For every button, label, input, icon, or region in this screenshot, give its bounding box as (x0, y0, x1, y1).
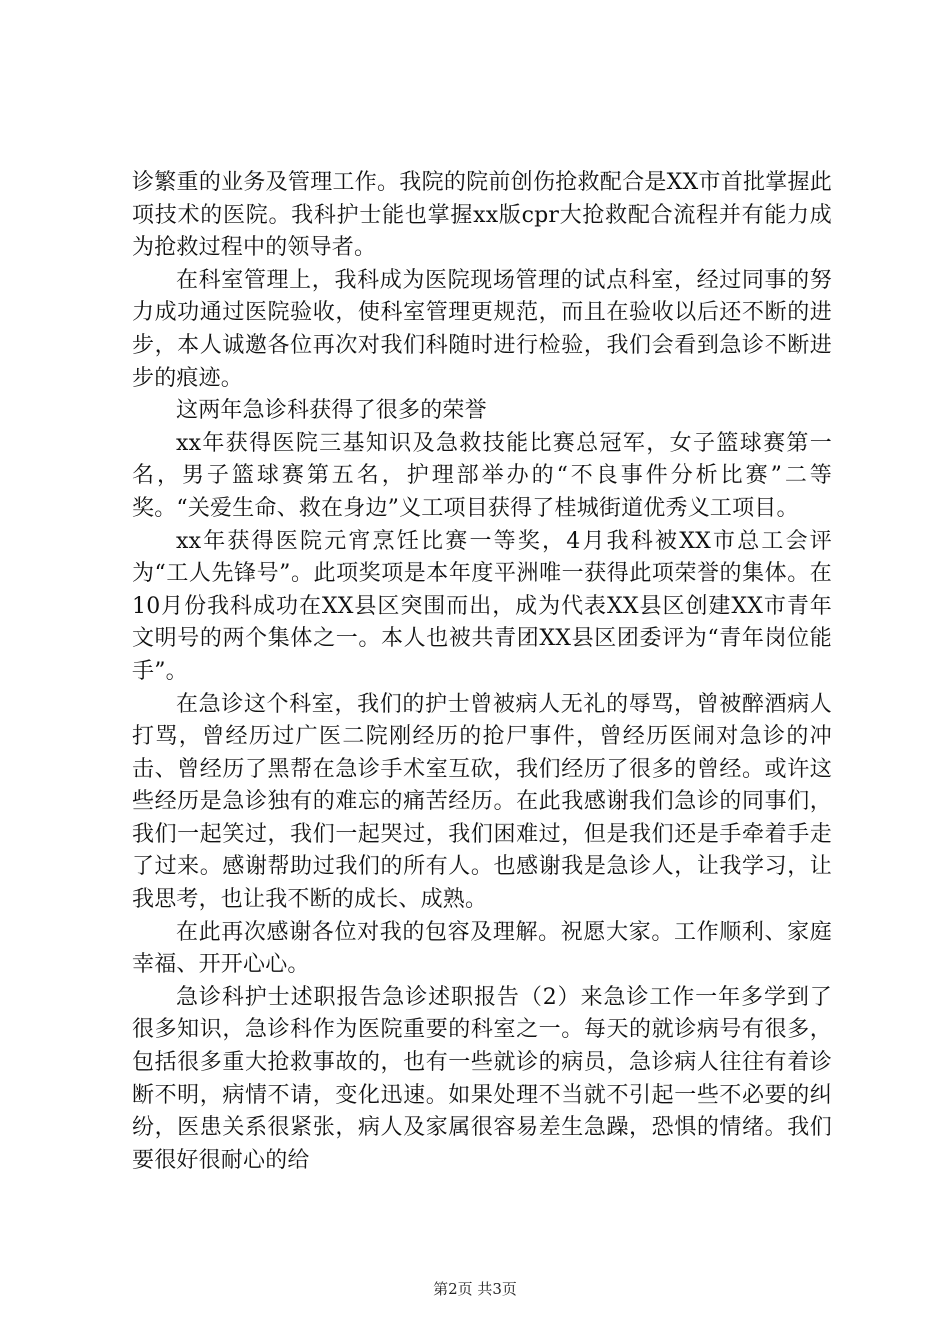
paragraph-3: 这两年急诊科获得了很多的荣誉 (176, 398, 487, 424)
paragraph-2: 在科室管理上，我科成为医院现场管理的试点科室，经过同事的努力成功通过医院验收，使科室管理更规范，而且在验收以后还不断的进步，本人诚邀各位再次对我们科随时进行检验，我们会看到急诊不断进步的痕迹。 (132, 267, 832, 391)
paragraph-4: xx年获得医院三基知识及急救技能比赛总冠军，女子篮球赛第一名，男子篮球赛第五名，护理部举办的“不良事件分析比赛”二等奖。“关爱生命、救在身边”义工项目获得了桂城街道优秀义工项目。 (132, 430, 832, 521)
page-number-label: 第2页 共3页 (433, 1280, 517, 1298)
paragraph-7: 在此再次感谢各位对我的包容及理解。祝愿大家。工作顺利、家庭幸福、开开心心。 (132, 919, 832, 978)
paragraph-1: 诊繁重的业务及管理工作。我院的院前创伤抢救配合是XX市首批掌握此项技术的医院。我科护士能也掌握xx版cpr大抢救配合流程并有能力成为抢救过程中的领导者。 (132, 170, 832, 261)
paragraph-6: 在急诊这个科室，我们的护士曾被病人无礼的辱骂，曾被醉酒病人打骂，曾经历过广医二院刚经历的抢尸事件，曾经历医闹对急诊的冲击、曾经历了黑帮在急诊手术室互砍，我们经历了很多的曾经。或许这些经历是急诊独有的难忘的痛苦经历。在此我感谢我们急诊的同事们，我们一起笑过，我们一起哭过，我们困难过，但是我们还是手牵着手走了过来。感谢帮助过我们的所有人。也感谢我是急诊人，让我学习，让我思考，也让我不断的成长、成熟。 (132, 691, 832, 913)
paragraph-5: xx年获得医院元宵烹饪比赛一等奖，4月我科被XX市总工会评为“工人先锋号”。此项奖项是本年度平洲唯一获得此项荣誉的集体。在10月份我科成功在XX县区突围而出，成为代表XX县区创建XX市青年文明号的两个集体之一。本人也被共青团XX县区团委评为“青年岗位能手”。 (132, 528, 832, 684)
document-body (132, 167, 832, 1177)
paragraph-8: 急诊科护士述职报告急诊述职报告（2）来急诊工作一年多学到了很多知识，急诊科作为医院重要的科室之一。每天的就诊病号有很多，包括很多重大抢救事故的，也有一些就诊的病员，急诊病人往往有着诊断不明，病情不请，变化迅速。如果处理不当就不引起一些不必要的纠纷，医患关系很紧张，病人及家属很容易差生急躁，恐惧的情绪。我们要很好很耐心的给 (132, 984, 832, 1173)
page-footer (0, 1278, 950, 1299)
